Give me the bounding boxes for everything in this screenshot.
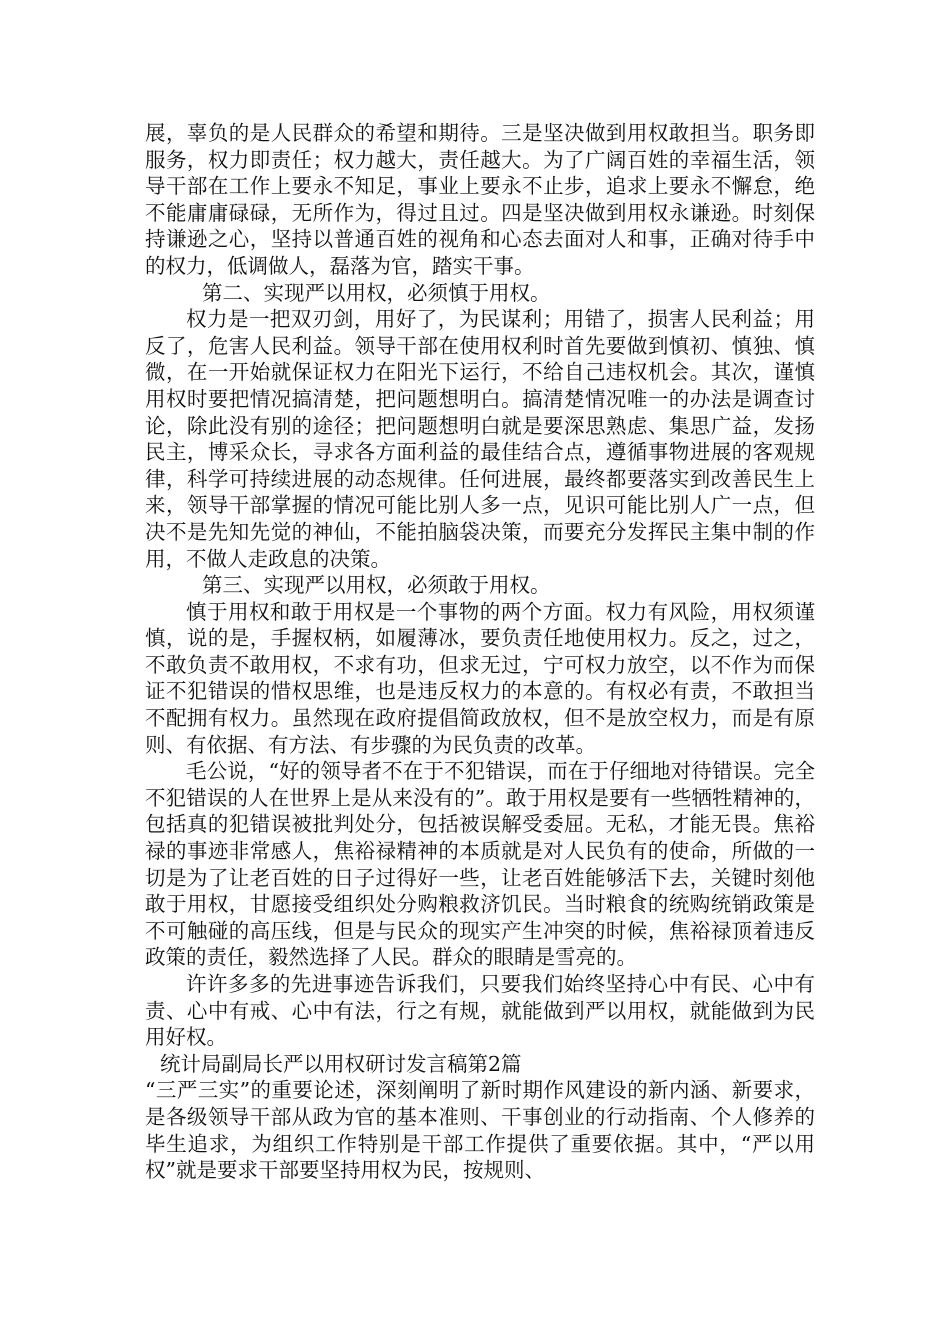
section-heading-second: 第二、实现严以用权，必须慎于用权。 bbox=[202, 280, 551, 305]
section-heading-third: 第三、实现严以用权，必须敢于用权。 bbox=[202, 573, 551, 598]
paragraph-continuation: 展，辜负的是人民群众的希望和期待。三是坚决做到用权敢担当。职务即服务，权力即责任；权力越大，责任越大。为了广阔百姓的幸福生活，领导干部在工作上要永不知足，事业上要永不止步，追求上要永不懈怠，绝不能庸庸碌碌，无所作为，得过且过。四是坚决做到用权永谦逊。时刻保持谦逊之心，坚持以普通百姓的视角和心态去面对人和事，正确对待手中的权力，低调做人，磊落为官，踏实干事。 bbox=[145, 121, 815, 278]
article-title: 统计局副局长严以用权研讨发言稿第2篇 bbox=[160, 1051, 522, 1076]
document-page bbox=[145, 120, 815, 1184]
paragraph-power-double-edged: 权力是一把双刃剑，用好了，为民谋利；用错了，损害人民利益；用反了，危害人民利益。领导干部在使用权利时首先要做到慎初、慎独、慎微，在一开始就保证权力在阳光下运行，不给自己违权机会。其次，谨慎用权时要把情况搞清楚，把问题想明白。搞清楚情况唯一的办法是调查讨论，除此没有别的途径；把问题想明白就是要深思熟虑、集思广益，发扬民主，博采众长，寻求各方面利益的最佳结合点，遵循事物进展的客观规律，科学可持续进展的动态规律。任何进展，最终都要落实到改善民生上来，领导干部掌握的情况可能比别人多一点，见识可能比别人广一点，但决不是先知先觉的神仙，不能拍脑袋决策，而要充分发挥民主集中制的作用，不做人走政息的决策。 bbox=[145, 307, 815, 571]
paragraph-dare-to-use-power: 慎于用权和敢于用权是一个事物的两个方面。权力有风险，用权须谨慎，说的是，手握权柄，如履薄冰，要负责任地使用权力。反之，过之，不敢负责不敢用权，不求有功，但求无过，宁可权力放空，以不作为而保证不犯错误的惜权思维，也是违反权力的本意的。有权必有责，不敢担当不配拥有权力。虽然现在政府提倡简政放权，但不是放空权力，而是有原则、有依据、有方法、有步骤的为民负责的改革。 bbox=[145, 599, 815, 757]
paragraph-conclusion: 许许多多的先进事迹告诉我们，只要我们始终坚持心中有民、心中有责、心中有戒、心中有法，行之有规，就能做到严以用权，就能做到为民用好权。 bbox=[145, 972, 815, 1050]
paragraph-three-stricts: “三严三实”的重要论述，深刻阐明了新时期作风建设的新内涵、新要求，是各级领导干部从政为官的基本准则、干事创业的行动指南、个人修养的毕生追求，为组织工作特别是干部工作提供了重要依据。其中，“严以用权”就是要求干部要坚持用权为民，按规则、 bbox=[145, 1078, 815, 1183]
paragraph-mao-quote: 毛公说，“好的领导者不在于不犯错误，而在于仔细地对待错误。完全不犯错误的人在世界上是从来没有的”。敢于用权是要有一些牺牲精神的，包括真的犯错误被批判处分，包括被误解受委屈。无私，才能无畏。焦裕禄的事迹非常感人，焦裕禄精神的本质就是对人民负有的使命，所做的一切是为了让老百姓的日子过得好一些，让老百姓能够活下去，关键时刻他敢于用权，甘愿接受组织处分购粮救济饥民。当时粮食的统购统销政策是不可触碰的高压线，但是与民众的现实产生冲突的时候，焦裕禄顶着违反政策的责任，毅然选择了人民。群众的眼睛是雪亮的。 bbox=[145, 759, 815, 970]
